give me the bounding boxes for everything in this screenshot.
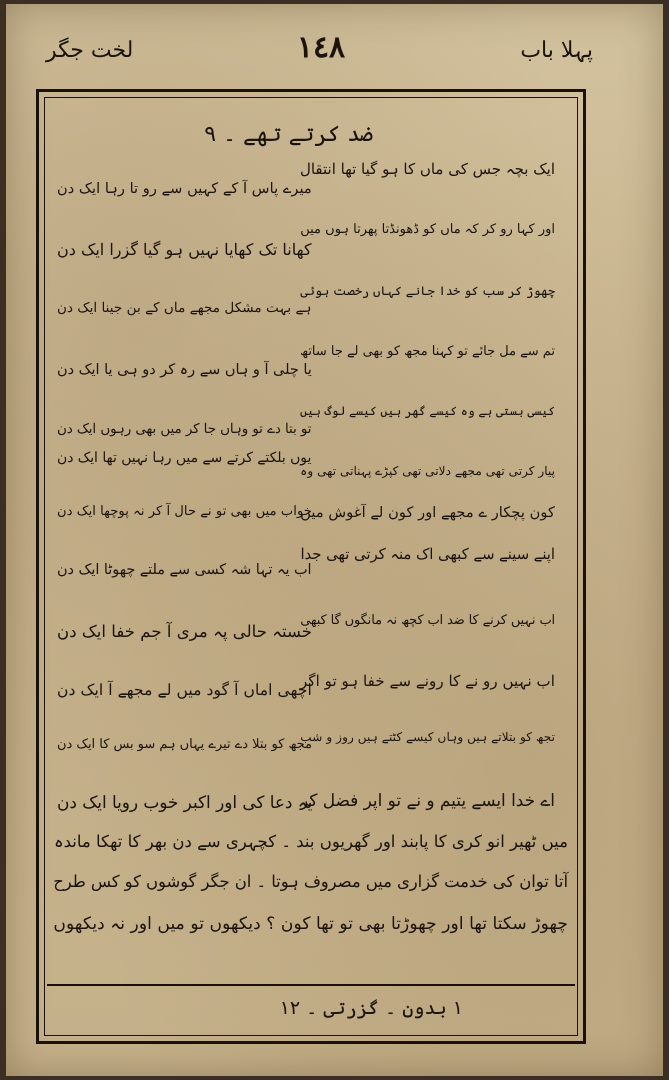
- page-number: ١٤٨: [296, 30, 346, 65]
- couplet-left-8: اب یہ تہا شہ کسی سے ملتے چھوٹا ایک دن: [57, 562, 312, 578]
- prose-line-3: چھوڑ سکتا تھا اور چھوڑتا بھی تو تھا کون ؟ دیکھوں تو میں اور نہ دیکھوں: [53, 914, 568, 934]
- couplet-right-9: اب نہیں کرنے کا ضد اب کچھ نہ مانگوں گا کبھی: [300, 613, 555, 628]
- prose-line-2: آتا توان کی خدمت گزاری میں مصروف ہوتا ۔ ان جگر گوشوں کو کس طرح: [53, 872, 568, 891]
- couplet-left-11: مجھ کو بتلا دے تیرے یہاں ہم سو بس کا ایک دن: [57, 737, 312, 752]
- couplet-left-3: ہے بہت مشکل مجھے ماں کے بن جینا ایک دن: [57, 300, 312, 316]
- couplet-right-3: چھوڑ کر سب کو خدا جانے کہاں رخصت ہوئی: [300, 284, 555, 298]
- chapter-header: پہلا باب: [520, 38, 593, 63]
- couplet-right-7: کون پچکار ے مجھے اور کون لے آغوش میں: [300, 504, 555, 521]
- couplet-left-10: اچھی اماں آ گود میں لے مجھے آ ایک دن: [57, 680, 312, 699]
- couplet-right-5: کیسی بستی ہے وہ کیسے گھر ہیں کیسے لوگ ہیں: [300, 404, 555, 418]
- prose-line-1: میں ٹھیر انو کری کا پابند اور گھریوں بند ۔ کچہری سے دن بھر کا تھکا ماندہ: [53, 832, 568, 851]
- couplet-left-5: تو بتا دے تو وہاں جا کر میں بھی رہوں ایک دن: [57, 422, 312, 437]
- text-frame: [36, 89, 586, 1044]
- couplet-left-2: کھانا تک کھایا نہیں ہو گیا گزرا ایک دن: [57, 240, 312, 259]
- couplet-right-1: ایک بچہ جس کی ماں کا ہو گیا تھا انتقال: [299, 160, 555, 178]
- couplet-right-8: اپنے سینے سے کبھی اک منہ کرتی تھی جدا: [300, 546, 555, 563]
- couplet-left-1: میرے پاس آ کے کہیں سے رو تا رہا ایک دن: [57, 180, 312, 197]
- couplet-left-12: یہ دعا کی اور اکبر خوب رویا ایک دن: [57, 792, 313, 812]
- couplet-left-6: یوں بلکتے کرتے سے میں رہا نہیں تھا ایک دن: [57, 450, 312, 466]
- section-heading: ضد کرتے تھے ۔ ۹: [204, 122, 373, 147]
- book-page: [6, 4, 663, 1076]
- couplet-right-2: اور کہا رو کر کہ ماں کو ڈھونڈتا پھرتا ہوں میں: [300, 222, 555, 237]
- couplet-right-4: تم سے مل جائے تو کہنا مجھ کو بھی لے جا ساتھ: [300, 344, 555, 359]
- couplet-right-12: اے خدا ایسے یتیم و نے تو اپر فضل کر: [300, 790, 555, 810]
- couplet-right-6: پیار کرتی تھی مجھے دلاتی تھی کپڑے پہناتی تھی وہ: [300, 464, 555, 478]
- couplet-left-7: خواب میں بھی تو نے حال آ کر نہ پوچھا ایک دن: [57, 504, 312, 519]
- couplet-left-9: خستہ حالی پہ مری آ جم خفا ایک دن: [57, 622, 313, 641]
- footnote: ١ بدون ۔ گزرتی ۔ ١٢: [279, 997, 463, 1019]
- couplet-right-10: اب نہیں رو نے کا رونے سے خفا ہو تو اگر: [300, 672, 555, 690]
- couplet-right-11: تجھ کو بتلاتے ہیں وہاں کیسے کٹتے ہیں روز و شب: [300, 730, 555, 744]
- page-header: [6, 22, 663, 82]
- footnote-divider: [47, 984, 575, 986]
- book-title-header: لخت جگر: [46, 38, 134, 63]
- couplet-left-4: یا چلی آ و ہاں سے رہ کر دو ہی یا ایک دن: [57, 362, 312, 378]
